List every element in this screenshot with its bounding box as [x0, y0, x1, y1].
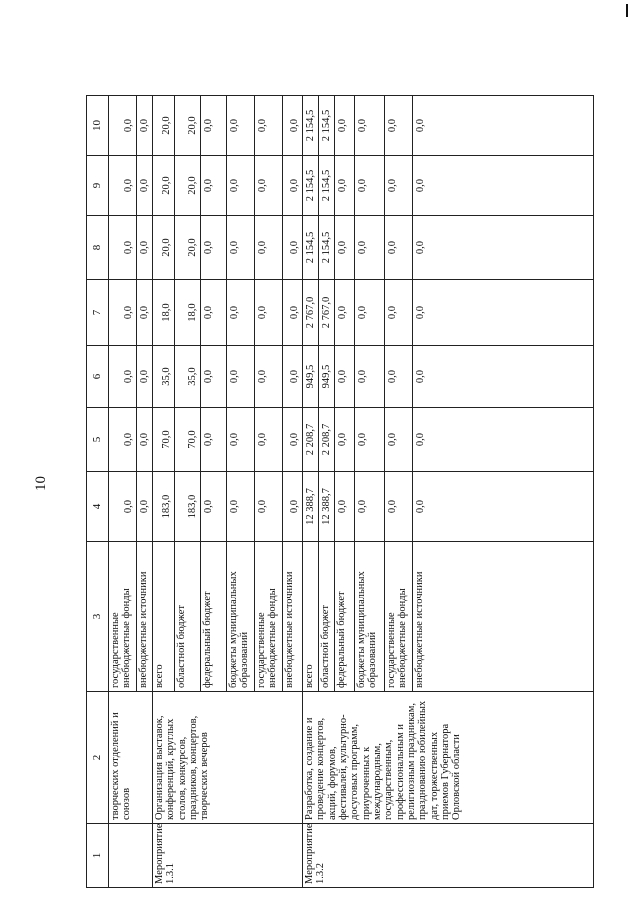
value-cell: 35,0 — [175, 346, 201, 408]
source-cell: федеральный бюджет — [201, 542, 227, 692]
value-cell: 2 154,5 — [319, 156, 335, 216]
value-cell: 20,0 — [153, 216, 175, 280]
value-cell: 0,0 — [413, 96, 594, 156]
value-cell: 0,0 — [385, 216, 413, 280]
header-cell: 5 — [87, 408, 109, 472]
source-cell: всего — [303, 542, 319, 692]
budget-table — [86, 95, 594, 888]
value-cell: 0,0 — [413, 280, 594, 346]
source-cell: бюджеты муниципальных образований — [355, 542, 385, 692]
source-cell: государственные внебюджетные фонды — [109, 542, 137, 692]
value-cell: 0,0 — [335, 472, 355, 542]
value-cell: 2 154,5 — [319, 216, 335, 280]
value-cell: 0,0 — [109, 280, 137, 346]
value-cell: 18,0 — [153, 280, 175, 346]
value-cell: 0,0 — [413, 216, 594, 280]
value-cell: 0,0 — [137, 216, 153, 280]
value-cell: 35,0 — [153, 346, 175, 408]
value-cell: 0,0 — [227, 408, 255, 472]
header-cell: 3 — [87, 542, 109, 692]
value-cell: 0,0 — [413, 346, 594, 408]
value-cell: 0,0 — [283, 346, 303, 408]
value-cell: 0,0 — [283, 96, 303, 156]
table-row — [303, 96, 319, 888]
header-cell: 6 — [87, 346, 109, 408]
value-cell: 0,0 — [201, 472, 227, 542]
value-cell: 20,0 — [175, 216, 201, 280]
value-cell: 2 208,7 — [319, 408, 335, 472]
value-cell: 0,0 — [201, 408, 227, 472]
value-cell: 0,0 — [413, 408, 594, 472]
value-cell: 0,0 — [335, 156, 355, 216]
continuation-code-cell — [109, 824, 153, 888]
value-cell: 2 154,5 — [319, 96, 335, 156]
value-cell: 0,0 — [137, 408, 153, 472]
source-cell: государственные внебюджетные фонды — [385, 542, 413, 692]
header-cell: 4 — [87, 472, 109, 542]
value-cell: 0,0 — [283, 280, 303, 346]
value-cell: 0,0 — [109, 156, 137, 216]
page-number: 10 — [33, 476, 49, 491]
value-cell: 0,0 — [413, 156, 594, 216]
source-cell: бюджеты муниципальных образований — [227, 542, 255, 692]
value-cell: 0,0 — [109, 96, 137, 156]
value-cell: 20,0 — [153, 156, 175, 216]
value-cell: 0,0 — [109, 216, 137, 280]
value-cell: 0,0 — [255, 408, 283, 472]
value-cell: 0,0 — [137, 472, 153, 542]
value-cell: 949,5 — [303, 346, 319, 408]
value-cell: 0,0 — [201, 346, 227, 408]
value-cell: 2 154,5 — [303, 156, 319, 216]
value-cell: 0,0 — [385, 280, 413, 346]
source-cell: государственные внебюджетные фонды — [255, 542, 283, 692]
value-cell: 0,0 — [335, 216, 355, 280]
value-cell: 0,0 — [137, 96, 153, 156]
value-cell: 70,0 — [175, 408, 201, 472]
value-cell: 0,0 — [355, 96, 385, 156]
measure-code: Мероприятие 1.3.2 — [303, 824, 594, 888]
measure-name: Разработка, создание и проведение концертов, акций, форумов, фестивалей, культурно-досуговых программ, приуроченных к международным, государственным, профессиональным и религиозным праздникам, празднованию юбилейных дат, торжественных приемов Губернатора Орловской области — [303, 692, 594, 824]
header-cell: 8 — [87, 216, 109, 280]
value-cell: 0,0 — [201, 280, 227, 346]
source-cell: внебюджетные источники — [137, 542, 153, 692]
value-cell: 0,0 — [137, 156, 153, 216]
value-cell: 20,0 — [175, 156, 201, 216]
value-cell: 0,0 — [385, 156, 413, 216]
measure-code: Мероприятие 1.3.1 — [153, 824, 303, 888]
value-cell: 0,0 — [283, 408, 303, 472]
value-cell: 0,0 — [255, 216, 283, 280]
value-cell: 0,0 — [227, 156, 255, 216]
value-cell: 0,0 — [283, 156, 303, 216]
value-cell: 2 767,0 — [303, 280, 319, 346]
value-cell: 0,0 — [201, 216, 227, 280]
value-cell: 0,0 — [227, 346, 255, 408]
table-row — [153, 96, 175, 888]
value-cell: 183,0 — [175, 472, 201, 542]
value-cell: 0,0 — [385, 96, 413, 156]
header-cell: 10 — [87, 96, 109, 156]
value-cell: 0,0 — [335, 96, 355, 156]
source-cell: областной бюджет — [175, 542, 201, 692]
value-cell: 0,0 — [227, 472, 255, 542]
value-cell: 0,0 — [283, 216, 303, 280]
value-cell: 2 767,0 — [319, 280, 335, 346]
source-cell: федеральный бюджет — [335, 542, 355, 692]
value-cell: 2 208,7 — [303, 408, 319, 472]
value-cell: 0,0 — [227, 96, 255, 156]
value-cell: 70,0 — [153, 408, 175, 472]
value-cell: 0,0 — [255, 472, 283, 542]
rotated-table-wrapper — [86, 96, 594, 888]
source-cell: областной бюджет — [319, 542, 335, 692]
value-cell: 0,0 — [109, 472, 137, 542]
value-cell: 0,0 — [227, 280, 255, 346]
header-cell: 1 — [87, 824, 109, 888]
value-cell: 0,0 — [255, 96, 283, 156]
continuation-name: творческих отделений и союзов — [109, 692, 153, 824]
value-cell: 949,5 — [319, 346, 335, 408]
measure-name: Организация выставок, конференций, круглых столов, конкурсов, праздников, концертов, творческих вечеров — [153, 692, 303, 824]
value-cell: 0,0 — [355, 408, 385, 472]
value-cell: 2 154,5 — [303, 96, 319, 156]
value-cell: 0,0 — [355, 280, 385, 346]
value-cell: 0,0 — [335, 346, 355, 408]
table-row — [109, 96, 137, 888]
value-cell: 0,0 — [385, 346, 413, 408]
value-cell: 2 154,5 — [303, 216, 319, 280]
source-cell: внебюджетные источники — [283, 542, 303, 692]
value-cell: 12 388,7 — [319, 472, 335, 542]
value-cell: 0,0 — [227, 216, 255, 280]
value-cell: 18,0 — [175, 280, 201, 346]
value-cell: 0,0 — [385, 408, 413, 472]
value-cell: 0,0 — [255, 280, 283, 346]
value-cell: 0,0 — [283, 472, 303, 542]
source-cell: внебюджетные источники — [413, 542, 594, 692]
value-cell: 0,0 — [355, 156, 385, 216]
value-cell: 0,0 — [355, 216, 385, 280]
value-cell: 0,0 — [137, 346, 153, 408]
value-cell: 0,0 — [255, 156, 283, 216]
value-cell: 0,0 — [335, 280, 355, 346]
header-cell: 2 — [87, 692, 109, 824]
value-cell: 12 388,7 — [303, 472, 319, 542]
value-cell: 20,0 — [175, 96, 201, 156]
header-cell: 7 — [87, 280, 109, 346]
value-cell: 0,0 — [355, 472, 385, 542]
value-cell: 0,0 — [201, 156, 227, 216]
header-row — [87, 96, 109, 888]
value-cell: 0,0 — [335, 408, 355, 472]
value-cell: 0,0 — [137, 280, 153, 346]
value-cell: 0,0 — [201, 96, 227, 156]
value-cell: 183,0 — [153, 472, 175, 542]
value-cell: 0,0 — [413, 472, 594, 542]
value-cell: 0,0 — [255, 346, 283, 408]
value-cell: 0,0 — [109, 408, 137, 472]
header-cell: 9 — [87, 156, 109, 216]
value-cell: 0,0 — [355, 346, 385, 408]
edge-mark — [626, 4, 628, 17]
value-cell: 0,0 — [109, 346, 137, 408]
source-cell: всего — [153, 542, 175, 692]
value-cell: 0,0 — [385, 472, 413, 542]
value-cell: 20,0 — [153, 96, 175, 156]
